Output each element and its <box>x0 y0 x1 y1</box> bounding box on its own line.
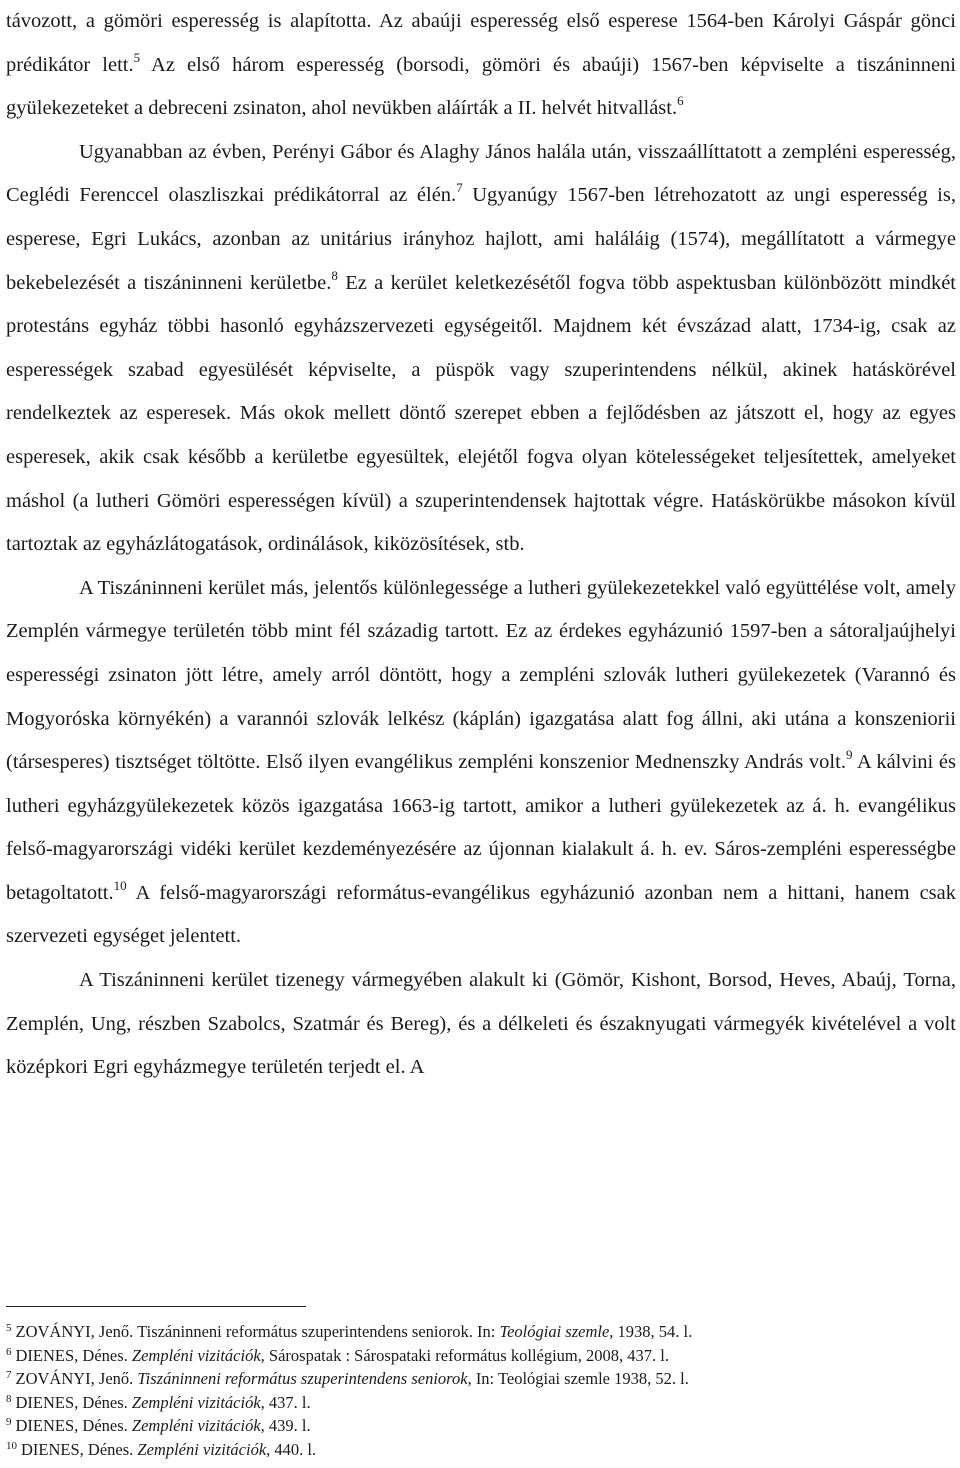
paragraph <box>6 567 956 959</box>
footnote <box>6 1391 956 1415</box>
paragraph-text: A Tiszáninneni kerület tizenegy vármegyében alakult ki (Gömör, Kishont, Borsod, Heves, Abaúj, Torna, Zemplén, Ung, részben Szabolcs, Szatmár és Bereg), és a délkeleti és északnyugati vármegyék kivételével a volt középkori Egri egyházmegye területén terjedt el. A <box>6 969 956 1079</box>
footnote-title: Zempléni vizitációk <box>137 1439 267 1459</box>
footnote-text: , In: Teológiai szemle 1938, 52. l. <box>467 1369 689 1389</box>
footnote-title: Zempléni vizitációk <box>131 1416 261 1436</box>
footnote-text: , Sárospatak : Sárospataki református kollégium, 2008, 437. l. <box>260 1345 669 1365</box>
footnote <box>6 1414 956 1438</box>
paragraph <box>6 959 956 1090</box>
paragraph <box>6 0 956 131</box>
footnote-reference[interactable]: 10 <box>113 877 127 893</box>
footnote-reference[interactable]: 9 <box>845 747 853 763</box>
footnote <box>6 1320 956 1344</box>
footnote-text: , 440. l. <box>266 1439 317 1459</box>
paragraph-text: Az első három esperesség (borsodi, gömöri és abaúji) 1567-ben képviselte a tiszáninneni gyülekezeteket a debreceni zsinaton, ahol nevükben aláírták a II. helvét hitvallást. <box>6 53 956 120</box>
paragraph-text: A Tiszáninneni kerület más, jelentős különlegessége a lutheri gyülekezetekkel való együttélése volt, amely Zemplén vármegye területén több mint fél századig tartott. Ez az érdekes egyházunió 1597-ben a sátoraljaújhelyi esperességi zsinaton jött létre, amely arról döntött, hogy a zempléni szlovák lutheri gyülekezetek (Varannó és Mogyoróska környékén) a varannói szlovák lelkész (káplán) igazgatása alatt fog állni, aki utána a konszeniorii (társesperes) tisztséget töltötte. Első ilyen evangélikus zempléni konszenior Mednenszky András volt. <box>6 576 956 774</box>
footnote-separator <box>6 1306 306 1307</box>
footnote-author: ZOVÁNYI, Jenő. <box>15 1322 134 1341</box>
body-text <box>6 0 956 1090</box>
footnote-reference[interactable]: 8 <box>331 267 338 283</box>
paragraph-text: Ugyanúgy 1567-ben létrehozatott az ungi esperesség is, esperese, Egri Lukács, azonban az unitárius irányhoz hajlott, ami haláláig (1574), megállítatott a vármegye bekebelezését a tiszáninneni kerületbe. <box>6 184 956 294</box>
footnote <box>6 1367 956 1391</box>
footnote-number: 10 <box>6 1439 17 1452</box>
footnote-author: ZOVÁNYI, Jenő. <box>15 1369 134 1389</box>
paragraph-text: Ugyanabban az évben, Perényi Gábor és Alaghy János halála után, visszaállíttatott a zempléni esperesség, Ceglédi Ferenccel olaszliszkai prédikátorral az élén. <box>6 140 956 207</box>
footnote-author: DIENES, Dénes. <box>15 1345 128 1365</box>
footnote-text: , 437. l. <box>260 1392 311 1412</box>
footnote-text: , 439. l. <box>260 1416 311 1436</box>
footnote-number: 8 <box>6 1392 12 1405</box>
footnote-number: 7 <box>6 1369 12 1382</box>
paragraph-text: A felső-magyarországi református-evangélikus egyházunió azonban nem a hittani, hanem csak szervezeti egységet jelentett. <box>6 881 956 948</box>
paragraph-text: Ez a kerület keletkezésétől fogva több aspektusban különbözött mindkét protestáns egyház többi hasonló egyházszervezeti egységeitől. Majdnem két évszázad alatt, 1734-ig, csak az esperességek szabad egyesülését képviselte, a püspök vagy szuperintendens nélkül, akinek hatáskörével rendelkeztek az esperesek. Más okok mellett döntő szerepet ebben a fejlődésben az játszott el, hogy az egyes esperesek, akik csak később a kerületbe egyesültek, elejétől fogva olyan kötelességeket teljesítettek, amelyeket máshol (a lutheri Gömöri esperességen kívül) a szuperintendensek hajtottak végre. Hatáskörükbe másokon kívül tartoztak az egyházlátogatások, ordinálások, kiközösítések, stb. <box>6 271 957 556</box>
paragraph <box>6 131 956 567</box>
footnote-number: 6 <box>6 1345 12 1358</box>
footnote-author: DIENES, Dénes. <box>15 1392 128 1412</box>
footnote-title: Teológiai szemle, <box>499 1322 614 1341</box>
footnote-text: Tiszáninneni református szuperintendens seniorok. In: <box>133 1322 500 1341</box>
footnote-title: Zempléni vizitációk <box>131 1392 261 1412</box>
footnotes <box>6 1320 956 1462</box>
footnote-author: DIENES, Dénes. <box>21 1439 134 1459</box>
paragraph-text: A kálvini és lutheri egyházgyülekezetek közös igazgatása 1663-ig tartott, amikor a lutheri gyülekezetek az á. h. evangélikus felső-magyarországi vidéki kerület kezdeményezésére az újonnan kialakult á. h. ev. Sáros-zempléni esperességbe betagoltatott. <box>6 751 956 904</box>
footnote-reference[interactable]: 7 <box>456 180 463 196</box>
footnote-title: Tiszáninneni református szuperintendens seniorok <box>137 1369 468 1389</box>
document-page <box>6 0 956 1090</box>
footnote-author: DIENES, Dénes. <box>15 1416 128 1436</box>
footnote <box>6 1438 956 1462</box>
footnote-reference[interactable]: 6 <box>677 93 684 109</box>
footnote-reference[interactable]: 5 <box>133 49 141 65</box>
footnote-title: Zempléni vizitációk <box>131 1345 261 1365</box>
footnote-text: 1938, 54. l. <box>613 1322 693 1341</box>
footnote-number: 9 <box>6 1416 12 1429</box>
paragraph-text: távozott, a gömöri esperesség is alapította. Az abaúji esperesség első esperese 1564-ben Károlyi Gáspár gönci prédikátor lett. <box>6 10 956 76</box>
footnote-number: 5 <box>6 1322 12 1334</box>
footnote <box>6 1344 956 1368</box>
